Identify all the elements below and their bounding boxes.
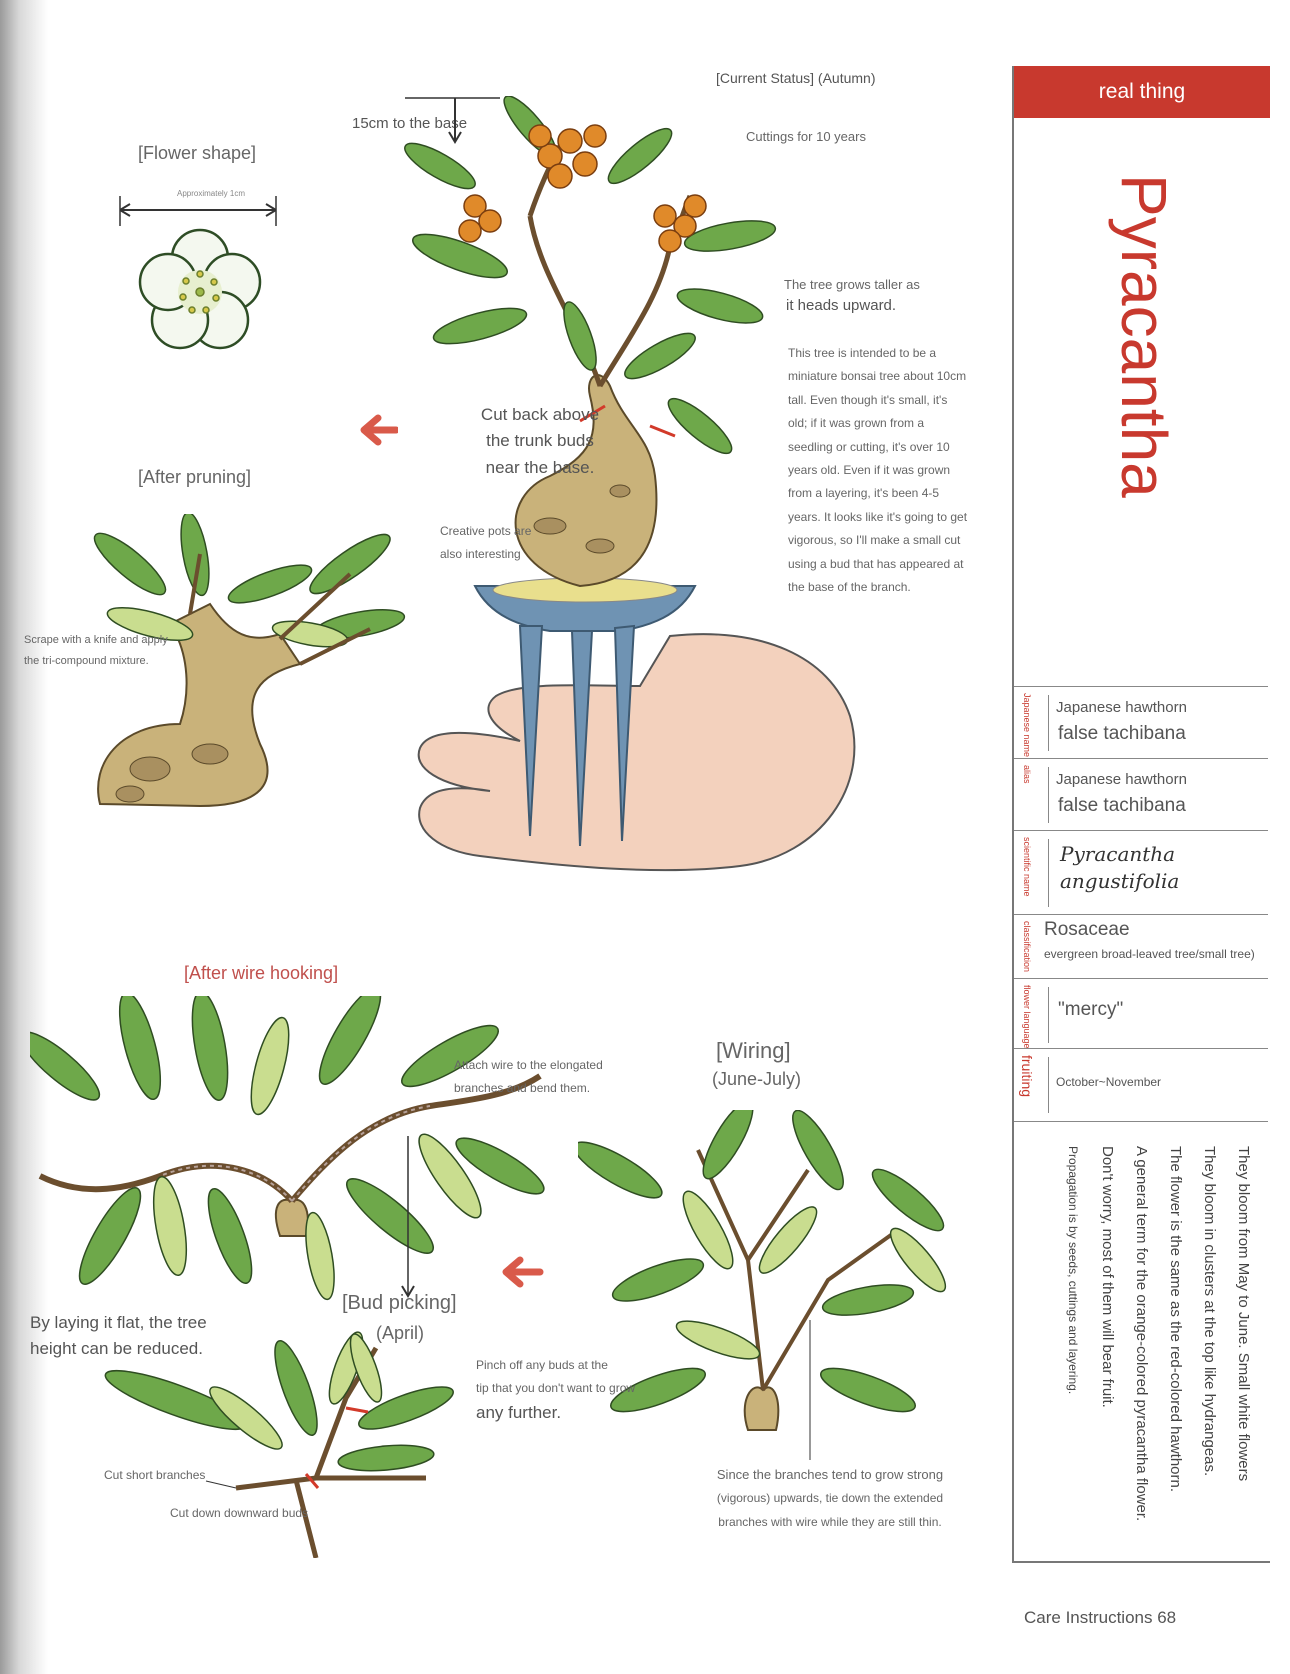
cut-back-note	[470, 402, 610, 481]
intent-line: the base of the branch.	[788, 579, 911, 594]
creative-pots-line: also interesting	[440, 547, 521, 562]
sidebar-notes	[1040, 1146, 1260, 1526]
scientific-name-genus: Pyracantha	[1060, 842, 1176, 866]
row-line1: Japanese hawthorn	[1056, 771, 1187, 788]
note-line: A general term for the orange-colored pyracantha flower.	[1133, 1146, 1150, 1522]
creative-pots-line: Creative pots are	[440, 524, 532, 538]
row-tag: fruiting	[1019, 1055, 1035, 1098]
row-tag: Japanese name	[1022, 693, 1032, 758]
row-line2: false tachibana	[1058, 795, 1186, 816]
row-divider	[1048, 1057, 1049, 1113]
scrape-line: the tri-compound mixture.	[24, 655, 149, 668]
cut-back-line: near the base.	[485, 457, 595, 477]
row-divider	[1048, 839, 1049, 907]
pinch-note	[476, 1354, 635, 1401]
row-tag: scientific name	[1022, 837, 1032, 897]
cut-down-note: Cut down downward buds	[170, 1506, 309, 1520]
intent-line: old; if it was grown from a	[788, 416, 925, 431]
laying-flat-line: By laying it flat, the tree	[30, 1313, 207, 1332]
grows-taller-line2: it heads upward.	[786, 297, 897, 314]
scientific-name-species: angustifolia	[1060, 869, 1180, 893]
info-row-fruiting	[1014, 1048, 1268, 1122]
info-row-classification	[1014, 914, 1268, 979]
intent-line: miniature bonsai tree about 10cm	[788, 369, 967, 384]
plant-title: Pyracantha	[1108, 174, 1180, 498]
row-line1: Rosaceae	[1044, 919, 1130, 940]
note-line: The flower is the same as the red-colored hawthorn.	[1167, 1146, 1184, 1493]
cuttings-label: Cuttings for 10 years	[746, 129, 866, 144]
note-line: Don't worry, most of them will bear fruit.	[1099, 1146, 1116, 1408]
row-line2: false tachibana	[1058, 723, 1186, 744]
flower-shape-heading: [Flower shape]	[138, 143, 257, 163]
current-status-label: [Current Status] (Autumn)	[716, 70, 876, 86]
pinch-line: tip that you don't want to grow	[476, 1381, 636, 1396]
after-pruning-heading: [After pruning]	[138, 467, 252, 487]
row-divider	[1048, 767, 1049, 823]
after-wire-heading: [After wire hooking]	[184, 963, 339, 983]
bud-picking-month: (April)	[376, 1323, 424, 1343]
flower-size-label: Approximately 1cm	[176, 189, 246, 198]
arrow-left-icon	[500, 1254, 544, 1290]
intent-description	[788, 342, 988, 599]
intent-line: This tree is intended to be a	[788, 346, 937, 360]
intent-line: tall. Even though it's small, it's	[788, 392, 948, 407]
arrow-left-icon	[358, 412, 398, 448]
note-line: Propagation is by seeds, cuttings and layering.	[1066, 1146, 1080, 1395]
cut-back-line: the trunk buds	[486, 431, 594, 451]
row-tag: flower language	[1022, 985, 1032, 1049]
intent-line: vigorous, so I'll make a small cut	[788, 533, 961, 548]
scrape-line: Scrape with a knife and apply	[24, 634, 168, 646]
page-footer: Care Instructions 68	[1024, 1608, 1177, 1627]
flower-illustration	[116, 196, 282, 356]
since-line: Since the branches tend to grow strong	[716, 1467, 944, 1482]
row-line1: Japanese hawthorn	[1056, 699, 1187, 716]
note-line: They bloom from May to June. Small white flowers	[1235, 1146, 1252, 1482]
intent-line: seedling or cutting, it's over 10	[788, 439, 950, 454]
attach-wire-line: Attach wire to the elongated	[454, 1058, 603, 1072]
row-divider	[1048, 987, 1049, 1043]
row-line2: evergreen broad-leaved tree/small tree)	[1044, 947, 1255, 961]
wiring-tree-illustration	[578, 1110, 958, 1460]
info-row-japanese-name	[1014, 686, 1268, 759]
since-note	[700, 1462, 960, 1534]
row-divider	[1048, 695, 1049, 751]
creative-pots-note	[440, 520, 531, 567]
wiring-heading: [Wiring]	[716, 1038, 791, 1063]
since-line: branches with wire while they are still thin.	[718, 1514, 942, 1529]
bud-picking-heading: [Bud picking]	[342, 1292, 457, 1314]
pinch-note-last: any further.	[476, 1403, 562, 1422]
pinch-line: Pinch off any buds at the	[476, 1358, 608, 1372]
hand-shape	[419, 634, 855, 870]
sidebar-header: real thing	[1014, 66, 1270, 118]
scrape-note	[24, 630, 168, 673]
grows-taller-line1: The tree grows taller as	[784, 277, 920, 292]
cut-back-line: Cut back above	[480, 405, 600, 424]
row-line1: October~November	[1056, 1075, 1162, 1089]
attach-wire-note	[454, 1054, 603, 1101]
intent-line: using a bud that has appeared at	[788, 556, 964, 571]
base-height-label: 15cm to the base	[352, 115, 468, 132]
cut-short-note: Cut short branches	[104, 1468, 206, 1482]
attach-wire-line: branches and bend them.	[454, 1081, 591, 1096]
intent-line: from a layering, it's been 4-5	[788, 486, 940, 501]
row-tag: classification	[1022, 921, 1032, 973]
info-row-alias	[1014, 758, 1268, 831]
note-line: They bloom in clusters at the top like hydrangeas.	[1201, 1146, 1218, 1477]
since-line: (vigorous) upwards, tie down the extended	[716, 1491, 944, 1506]
wired-tree-illustration	[30, 996, 550, 1306]
intent-line: years. It looks like it's going to get	[788, 509, 968, 524]
info-row-flower-language	[1014, 978, 1268, 1049]
intent-line: years old. Even if it was grown	[788, 462, 951, 477]
laying-flat-line: height can be reduced.	[30, 1339, 203, 1359]
row-tag: alias	[1022, 765, 1032, 784]
page-binding-shadow	[0, 0, 48, 1674]
wiring-months: (June-July)	[712, 1069, 802, 1089]
info-row-scientific-name	[1014, 830, 1268, 915]
row-line1: "mercy"	[1058, 999, 1124, 1020]
